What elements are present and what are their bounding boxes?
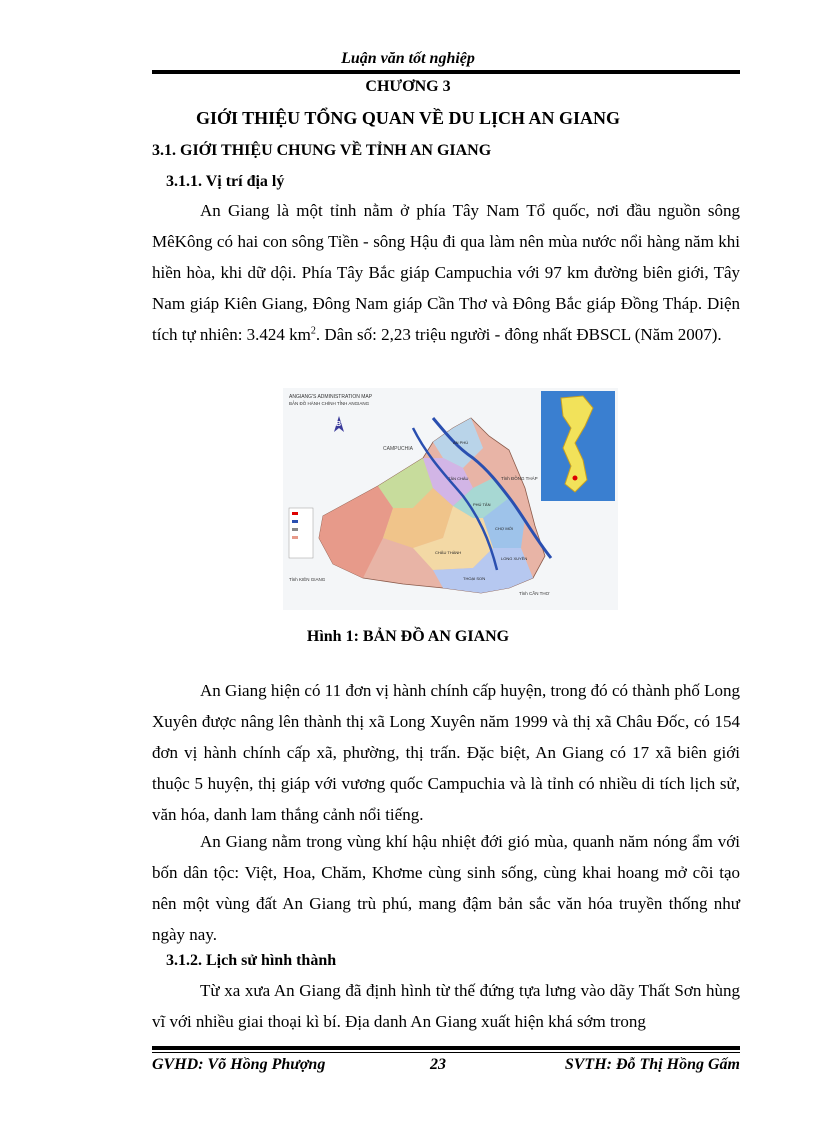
- map-title-1: ANGIANG'S ADMINISTRATION MAP: [289, 394, 373, 400]
- an-giang-map: [283, 388, 618, 610]
- label-district-thoai-son: THOẠI SƠN: [463, 576, 486, 581]
- footer-rule-thick: [152, 1046, 740, 1050]
- section-3-1-2-heading: 3.1.2. Lịch sử hình thành: [166, 952, 337, 969]
- section-3-1-1-heading: 3.1.1. Vị trí địa lý: [166, 173, 285, 190]
- page-number: 23: [430, 1056, 446, 1073]
- paragraph-climate: [152, 826, 740, 950]
- chapter-number: CHƯƠNG 3: [365, 78, 451, 95]
- legend-swatch-4: [292, 536, 298, 539]
- legend-swatch-1: [292, 512, 298, 515]
- paragraph-location-text-1: An Giang là một tỉnh nằm ở phía Tây Nam Tổ quốc, nơi đầu nguồn sông MêKông có hai con sông Tiền - sông Hậu đi qua làm nên mùa nước nổi hàng năm khi hiền hòa, khi dữ dội. Phía Tây Bắc giáp Campuchia với 97 km đường biên giới, Tây Nam giáp Kiên Giang, Đông Nam giáp Cần Thơ và Đông Bắc giáp Đồng Tháp. Diện tích tự nhiên: 3.424 km: [152, 201, 740, 344]
- legend-swatch-3: [292, 528, 298, 531]
- north-label: B: [336, 421, 342, 428]
- paragraph-location-text-2: . Dân số: 2,23 triệu người - đông nhất ĐBSCL (Năm 2007).: [315, 325, 722, 344]
- label-district-chau-thanh: CHÂU THÀNH: [435, 550, 462, 555]
- figure-caption: Hình 1: BẢN ĐỒ AN GIANG: [306, 628, 510, 645]
- label-campuchia: CAMPUCHIA: [383, 446, 414, 452]
- header-rule: [152, 70, 740, 74]
- section-3-1-heading: 3.1. GIỚI THIỆU CHUNG VỀ TỈNH AN GIANG: [152, 142, 492, 159]
- paragraph-administration-text: An Giang hiện có 11 đơn vị hành chính cấp huyện, trong đó có thành phố Long Xuyên được nâng lên thành thị xã Long Xuyên năm 1999 và thị xã Châu Đốc, có 154 đơn vị hành chính cấp xã, phường, thị trấn. Đặc biệt, An Giang có 17 xã biên giới thuộc 5 huyện, thị giáp với vương quốc Campuchia và là tỉnh có nhiều di tích lịch sử, văn hóa, danh lam thắng cảnh nổi tiếng.: [152, 681, 740, 824]
- footer-advisor: GVHD: Võ Hồng Phượng: [152, 1056, 326, 1073]
- inset-map-marker: [573, 476, 578, 481]
- map-title-2: BẢN ĐỒ HÀNH CHÍNH TỈNH ANGIANG: [289, 401, 370, 406]
- footer-rule-thin: [152, 1052, 740, 1053]
- label-district-tan-chau: TÂN CHÂU: [448, 476, 469, 481]
- paragraph-location: [152, 195, 740, 350]
- chapter-title: GIỚI THIỆU TỔNG QUAN VỀ DU LỊCH AN GIANG: [195, 108, 621, 128]
- label-dong-thap: Tỉnh ĐỒNG THÁP: [501, 476, 538, 481]
- legend-swatch-2: [292, 520, 298, 523]
- map-image: [283, 388, 618, 610]
- label-can-tho: Tỉnh CẦN THƠ: [519, 591, 550, 596]
- footer-student: SVTH: Đỗ Thị Hồng Gấm: [564, 1056, 740, 1073]
- label-kien-giang: Tỉnh KIÊN GIANG: [289, 577, 326, 582]
- label-district-cho-moi: CHỢ MỚI: [495, 526, 514, 531]
- superscript-2: 2: [310, 325, 316, 337]
- paragraph-climate-text: An Giang nằm trong vùng khí hậu nhiệt đới gió mùa, quanh năm nóng ẩm với bốn dân tộc: Việt, Hoa, Chăm, Khơme cùng sinh sống, cùng khai hoang mở cõi tạo nên một vùng đất An Giang trù phú, mang đậm bản sắc văn hóa truyền thống như ngày nay.: [152, 832, 740, 944]
- label-district-long-xuyen: LONG XUYÊN: [501, 556, 528, 561]
- paragraph-administration: [152, 675, 740, 830]
- label-district-phu-tan: PHÚ TÂN: [473, 502, 491, 507]
- paragraph-history-text: Từ xa xưa An Giang đã định hình từ thế đứng tựa lưng vào dãy Thất Sơn hùng vĩ với nhiều giai thoại kì bí. Địa danh An Giang xuất hiện khá sớm trong: [152, 981, 740, 1031]
- map-legend: [289, 508, 313, 558]
- paragraph-history: [152, 975, 740, 1037]
- label-district-an-phu: AN PHÚ: [453, 440, 469, 445]
- running-header: Luận văn tốt nghiệp: [341, 50, 475, 67]
